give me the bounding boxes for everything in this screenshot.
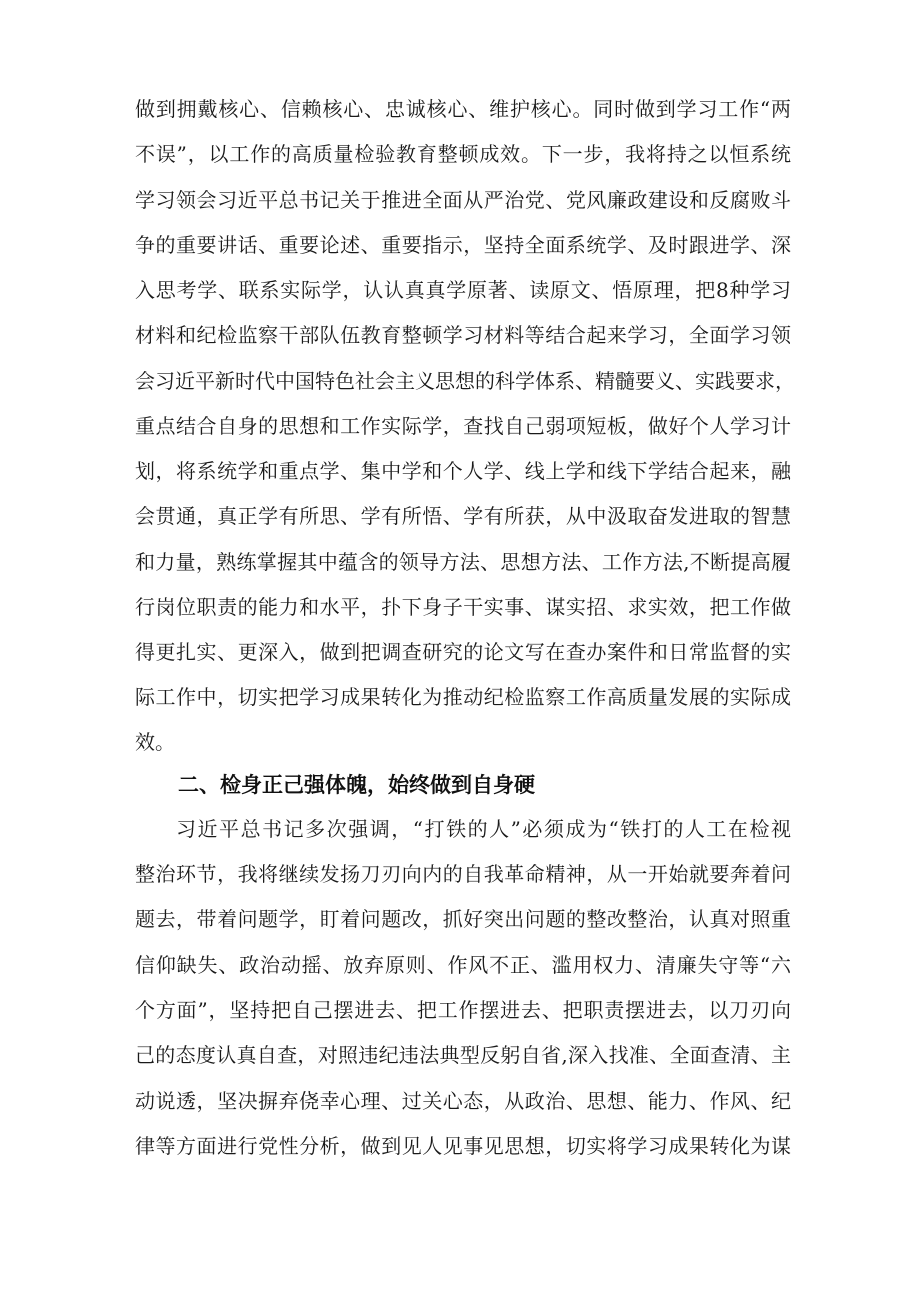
paragraph-1-line: 行岗位职责的能力和水平，扑下身子干实事、谋实招、求实效，把工作做 — [135, 595, 791, 619]
paragraph-1-line: 和力量，熟练掌握其中蕴含的领导方法、思想方法、工作方法,不断提高履 — [135, 550, 791, 574]
paragraph-1-line: 入思考学、联系实际学，认认真真学原著、读原文、悟原理，把8种学习 — [135, 278, 791, 302]
paragraph-1-line: 学习领会习近平总书记关于推进全面从严治党、党风廉政建设和反腐败斗 — [135, 188, 791, 212]
paragraph-2-line: 信仰缺失、政治动摇、放弃原则、作风不正、滥用权力、清廉失守等“六 — [135, 953, 791, 977]
paragraph-1-line: 得更扎实、更深入，做到把调查研究的论文写在查办案件和日常监督的实 — [135, 640, 791, 664]
paragraph-2-line: 个方面”，坚持把自己摆进去、把工作摆进去、把职责摆进去，以刀刃向 — [135, 998, 791, 1022]
paragraph-2-line: 动说透，坚决摒弃侥幸心理、过关心态，从政治、思想、能力、作风、纪 — [135, 1089, 791, 1113]
paragraph-2-line: 题去，带着问题学，盯着问题改，抓好突出问题的整改整治，认真对照重 — [135, 907, 791, 931]
paragraph-1-line: 重点结合自身的思想和工作实际学，查找自己弱项短板，做好个人学习计 — [135, 414, 791, 438]
paragraph-1-line: 做到拥戴核心、信赖核心、忠诚核心、维护核心。同时做到学习工作“两 — [135, 97, 791, 121]
paragraph-1-line: 争的重要讲话、重要论述、重要指示，坚持全面系统学、及时跟进学、深 — [135, 233, 791, 257]
paragraph-1-line: 效。 — [135, 730, 175, 754]
paragraph-1-line: 材料和纪检监察干部队伍教育整顿学习材料等结合起来学习，全面学习领 — [135, 323, 791, 347]
paragraph-2-line: 律等方面进行党性分析，做到见人见事见思想，切实将学习成果转化为谋 — [135, 1134, 791, 1158]
paragraph-1-line: 会贯通，真正学有所思、学有所悟、学有所获，从中汲取奋发进取的智慧 — [135, 504, 791, 528]
paragraph-1-line: 会习近平新时代中国特色社会主义思想的科学体系、精髓要义、实践要求， — [135, 369, 795, 393]
paragraph-1-line: 不误”，以工作的高质量检验教育整顿成效。下一步，我将持之以恒系统 — [135, 142, 791, 166]
paragraph-1-line: 划，将系统学和重点学、集中学和个人学、线上学和线下学结合起来，融 — [135, 459, 791, 483]
paragraph-2-line: 己的态度认真自查，对照违纪违法典型反躬自省,深入找准、全面查清、主 — [135, 1043, 791, 1067]
paragraph-2-line: 整治环节，我将继续发扬刀刃向内的自我革命精神，从一开始就要奔着问 — [135, 862, 791, 886]
section-heading: 二、检身正己强体魄，始终做到自身硬 — [178, 773, 535, 797]
paragraph-1-line: 际工作中，切实把学习成果转化为推动纪检监察工作高质量发展的实际成 — [135, 685, 791, 709]
paragraph-2-line: 习近平总书记多次强调，“打铁的人”必须成为“铁打的人工在检视 — [176, 817, 791, 841]
